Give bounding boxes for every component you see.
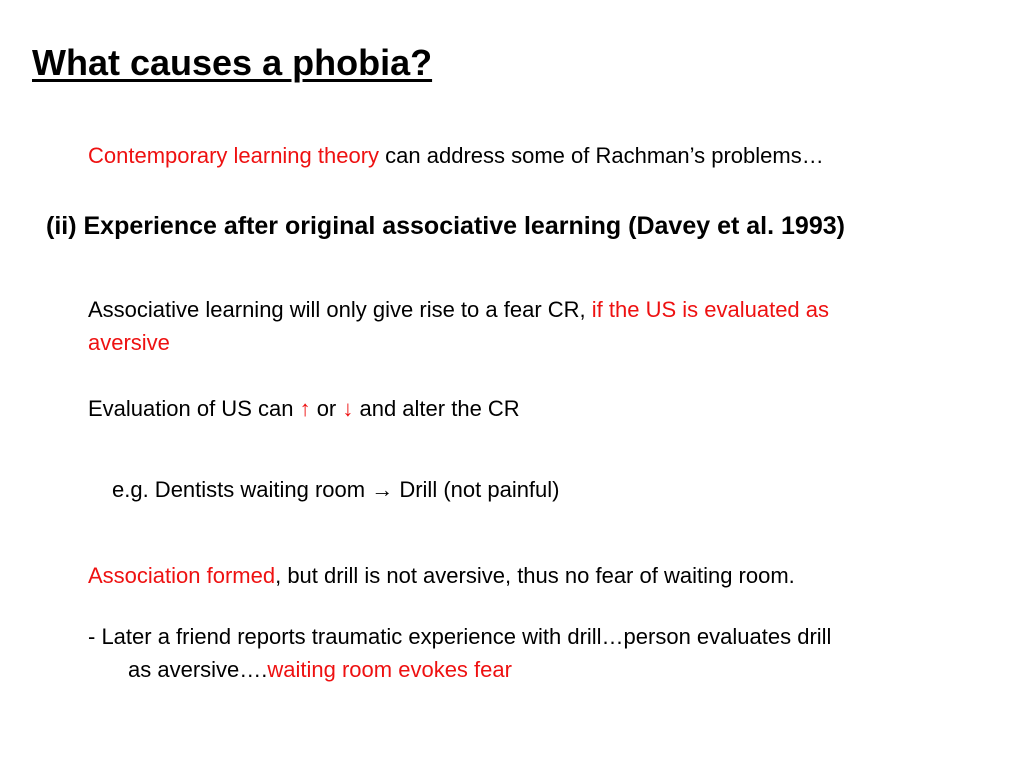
point1-highlight-line1: if the US is evaluated as [591,297,830,322]
point3-highlight: Association formed [88,563,276,588]
point2-after: and alter the CR [353,396,520,421]
example-line: e.g. Dentists waiting room → Drill (not painful) [112,477,560,502]
up-arrow-icon: ↑ [299,396,311,421]
point4-line2 [128,653,512,686]
point2-line [88,392,520,425]
intro-line [88,139,824,172]
point3-line [88,559,795,592]
intro-text: can address some of Rachman’s problems… [379,143,824,168]
intro-highlight: Contemporary learning theory [88,143,380,168]
point1-line2 [88,326,170,359]
point1-text: Associative learning will only give rise to a fear CR, [88,297,592,322]
section-subheading: (ii) Experience after original associative learning (Davey et al. 1993) [46,212,845,240]
point3-text: , but drill is not aversive, thus no fear of waiting room. [275,563,795,588]
slide-title: What causes a phobia? [32,42,433,83]
point4-text: as aversive…. [128,657,268,682]
point2-middle: or [310,396,343,421]
point1-highlight-line2: aversive [88,330,170,355]
point2-before: Evaluation of US can [88,396,300,421]
down-arrow-icon: ↓ [342,396,354,421]
point1-line1 [88,293,829,326]
point4-line1: - Later a friend reports traumatic experience with drill…person evaluates drill [88,624,832,649]
point4-highlight: waiting room evokes fear [267,657,512,682]
